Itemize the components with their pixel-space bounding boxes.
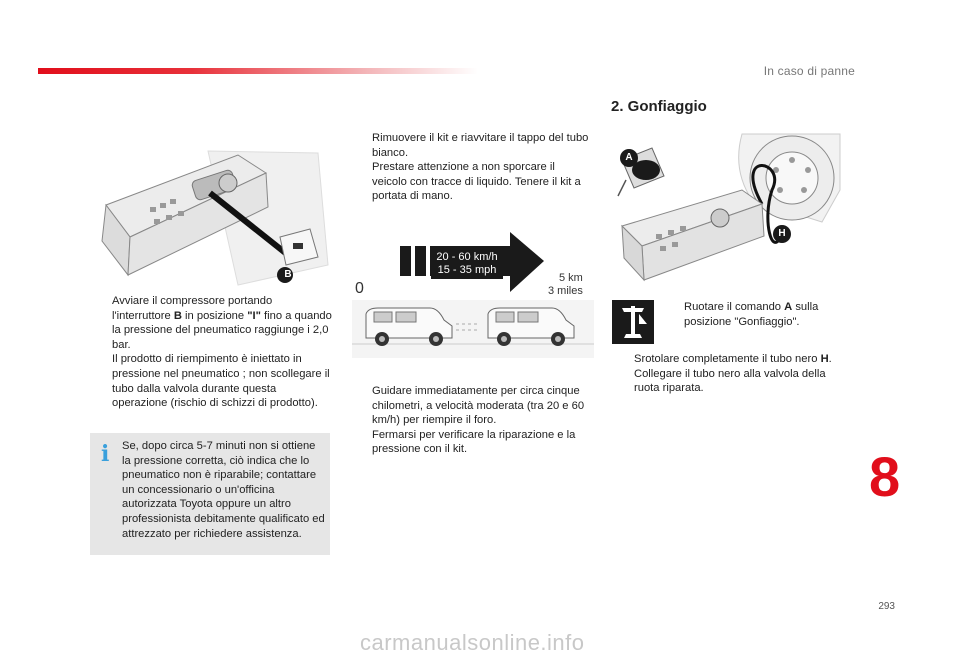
control-a-ref: A: [784, 301, 793, 313]
text-segment: Ruotare il comando: [684, 301, 785, 313]
text-segment: Rimuovere il kit e riavvitare il tappo del tubo bianco.: [372, 132, 589, 159]
text-segment: Avviare il compressore portando l'interruttore: [112, 295, 273, 322]
info-text: Se, dopo circa 5-7 minuti non si ottiene la pressione corretta, ciò indica che lo pneumatico non è riparabile; contattare un concessionario o un'officina autorizzata Toyota oppure un altro professionista debitamente qualificato ed attrezzato per richiedere assistenza.: [122, 440, 325, 540]
header-accent-bar: [38, 68, 478, 74]
speed-range-label: [431, 250, 503, 279]
inflation-kit-illustration: [612, 130, 842, 290]
hose-h-ref: H: [820, 353, 829, 365]
speed-kmh: 20 - 60 km/h: [436, 251, 498, 263]
switch-b-ref: B: [173, 309, 182, 322]
text-segment: Il prodotto di riempimento è iniettato in pressione nel pneumatico ; non scollegare il tubo dalla valvola durante questa operazione (rischio di schizzi di prodotto).: [112, 353, 330, 410]
text-segment: Prestare attenzione a non sporcare il veicolo con tracce di liquido. Tenere il kit a portata di mano.: [372, 161, 581, 203]
callout-b-label: B: [284, 269, 292, 280]
text-segment: Collegare il tubo nero alla valvola della ruota riparata.: [634, 367, 826, 395]
callout-h-label: H: [778, 228, 786, 239]
compressor-switch-illustration: [88, 145, 333, 290]
speed-mph: 15 - 35 mph: [437, 264, 497, 276]
watermark-text: carmanualsonline.info: [360, 630, 585, 655]
remove-kit-instruction: [352, 131, 592, 204]
chapter-title: In caso di panne: [763, 64, 855, 78]
compressor-instruction: [92, 294, 332, 411]
chapter-number: 8: [869, 445, 901, 508]
tire-inflation-icon: [612, 300, 654, 344]
text-segment: sulla posizione "Gonfiaggio".: [684, 301, 819, 328]
vans-driving-illustration: [352, 300, 594, 358]
info-icon: i: [101, 441, 110, 467]
section-title: 2. Gonfiaggio: [611, 98, 707, 115]
rotate-control-instruction: [664, 300, 844, 329]
page-number: 293: [878, 601, 895, 612]
position-i-ref: "I": [247, 309, 261, 322]
distance-km: 5 km: [559, 272, 583, 284]
inflation-mode-pictogram: [612, 300, 654, 344]
start-distance-label: 0: [355, 280, 364, 297]
distance-label: [548, 272, 583, 298]
text-segment: in posizione: [181, 309, 248, 322]
text-segment: Guidare immediatamente per circa cinque chilometri, a velocità moderata (tra 20 e 60 km/h) per riempire il foro.: [372, 385, 585, 427]
callout-a-label: A: [625, 152, 633, 163]
text-segment: fino a quando la pressione del pneumatico raggiunge i 2,0 bar.: [112, 309, 332, 351]
distance-miles: 3 miles: [548, 285, 583, 297]
text-segment: Fermarsi per verificare la riparazione e la pressione con il kit.: [372, 428, 576, 456]
text-segment: .: [828, 353, 832, 365]
drive-instructions: [352, 384, 592, 457]
hose-instructions: [614, 352, 844, 396]
text-segment: Srotolare completamente il tubo nero: [634, 353, 821, 365]
